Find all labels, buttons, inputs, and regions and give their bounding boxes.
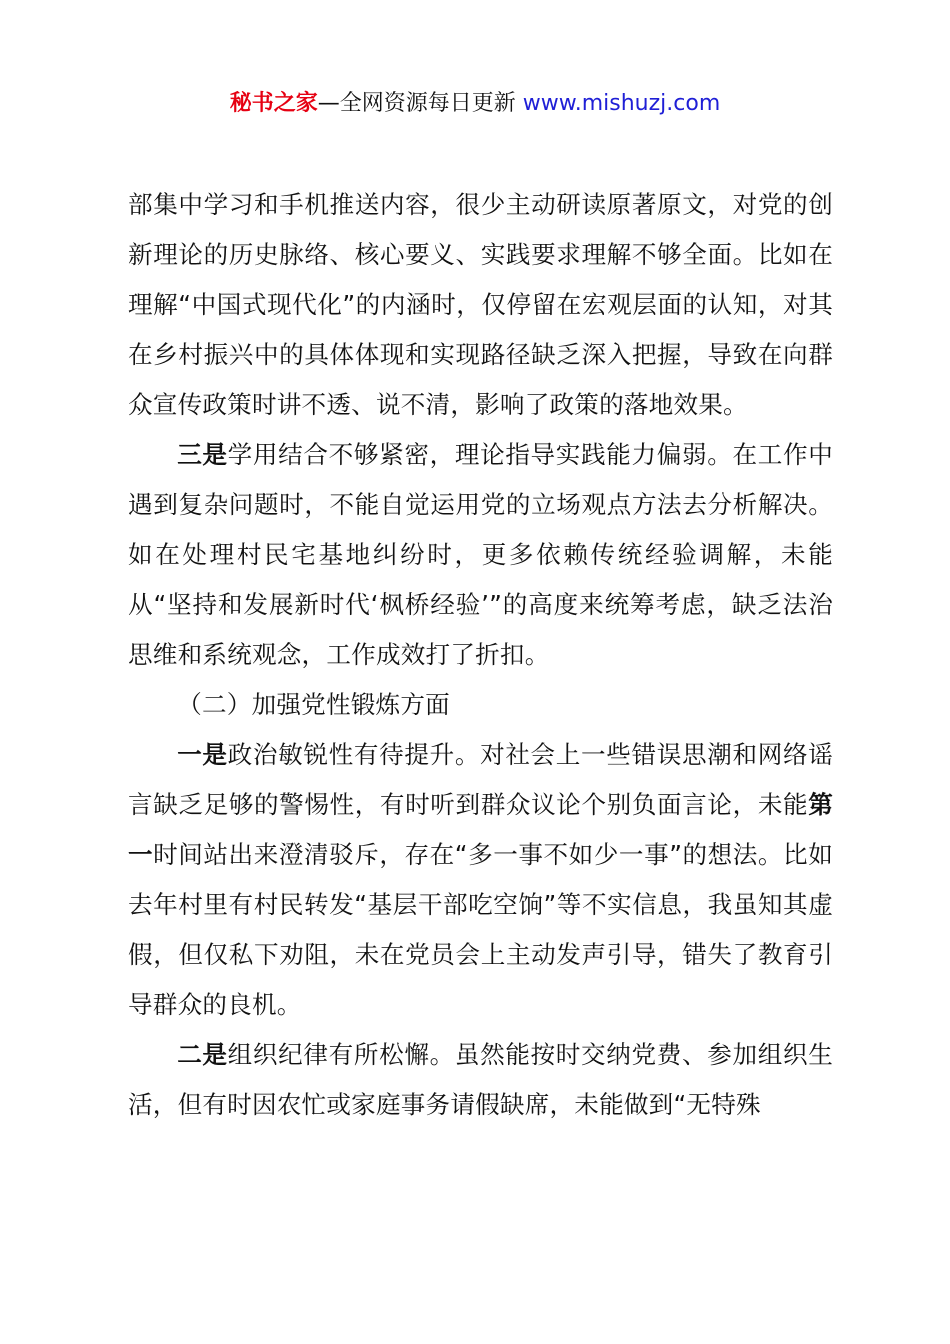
- header-slogan: —全网资源每日更新: [317, 91, 523, 116]
- paragraph-bold-phrase: 第一: [128, 790, 833, 869]
- paragraph-text: 组织纪律有所松懈。虽然能按时交纳党费、参加组织生活，但有时因农忙或家庭事务请假缺席，未能做到“无特殊: [128, 1040, 833, 1119]
- paragraph-lead: 二是: [177, 1040, 228, 1069]
- section-heading-text: （二）加强党性锻炼方面: [177, 690, 450, 719]
- paragraph-point-two: [128, 1030, 833, 1130]
- paragraph-lead: 三是: [177, 440, 228, 469]
- site-url-link[interactable]: www.mishuzj.com: [522, 91, 721, 116]
- paragraph-text: 政治敏锐性有待提升。对社会上一些错误思潮和网络谣言缺乏足够的警惕性，有时听到群众议论个别负面言论，未能: [128, 740, 833, 819]
- paragraph-continuation: [128, 180, 833, 430]
- paragraph-text: 部集中学习和手机推送内容，很少主动研读原著原文，对党的创新理论的历史脉络、核心要义、实践要求理解不够全面。比如在理解“中国式现代化”的内涵时，仅停留在宏观层面的认知，对其在乡村振兴中的具体体现和实现路径缺乏深入把握，导致在向群众宣传政策时讲不透、说不清，影响了政策的落地效果。: [128, 190, 833, 419]
- document-body: [128, 180, 833, 1130]
- paragraph-text: 时间站出来澄清驳斥，存在“多一事不如少一事”的想法。比如去年村里有村民转发“基层干部吃空饷”等不实信息，我虽知其虚假，但仅私下劝阻，未在党员会上主动发声引导，错失了教育引导群众的良机。: [128, 840, 833, 1019]
- site-header: [0, 86, 950, 122]
- paragraph-point-one: [128, 730, 833, 1030]
- brand-name: 秘书之家: [229, 91, 318, 116]
- paragraph-point-three: [128, 430, 833, 680]
- paragraph-lead: 一是: [177, 740, 228, 769]
- section-heading: [128, 680, 833, 730]
- paragraph-text: 学用结合不够紧密，理论指导实践能力偏弱。在工作中遇到复杂问题时，不能自觉运用党的立场观点方法去分析解决。如在处理村民宅基地纠纷时，更多依赖传统经验调解，未能从“坚持和发展新时代‘枫桥经验’”的高度来统筹考虑，缺乏法治思维和系统观念，工作成效打了折扣。: [128, 440, 833, 669]
